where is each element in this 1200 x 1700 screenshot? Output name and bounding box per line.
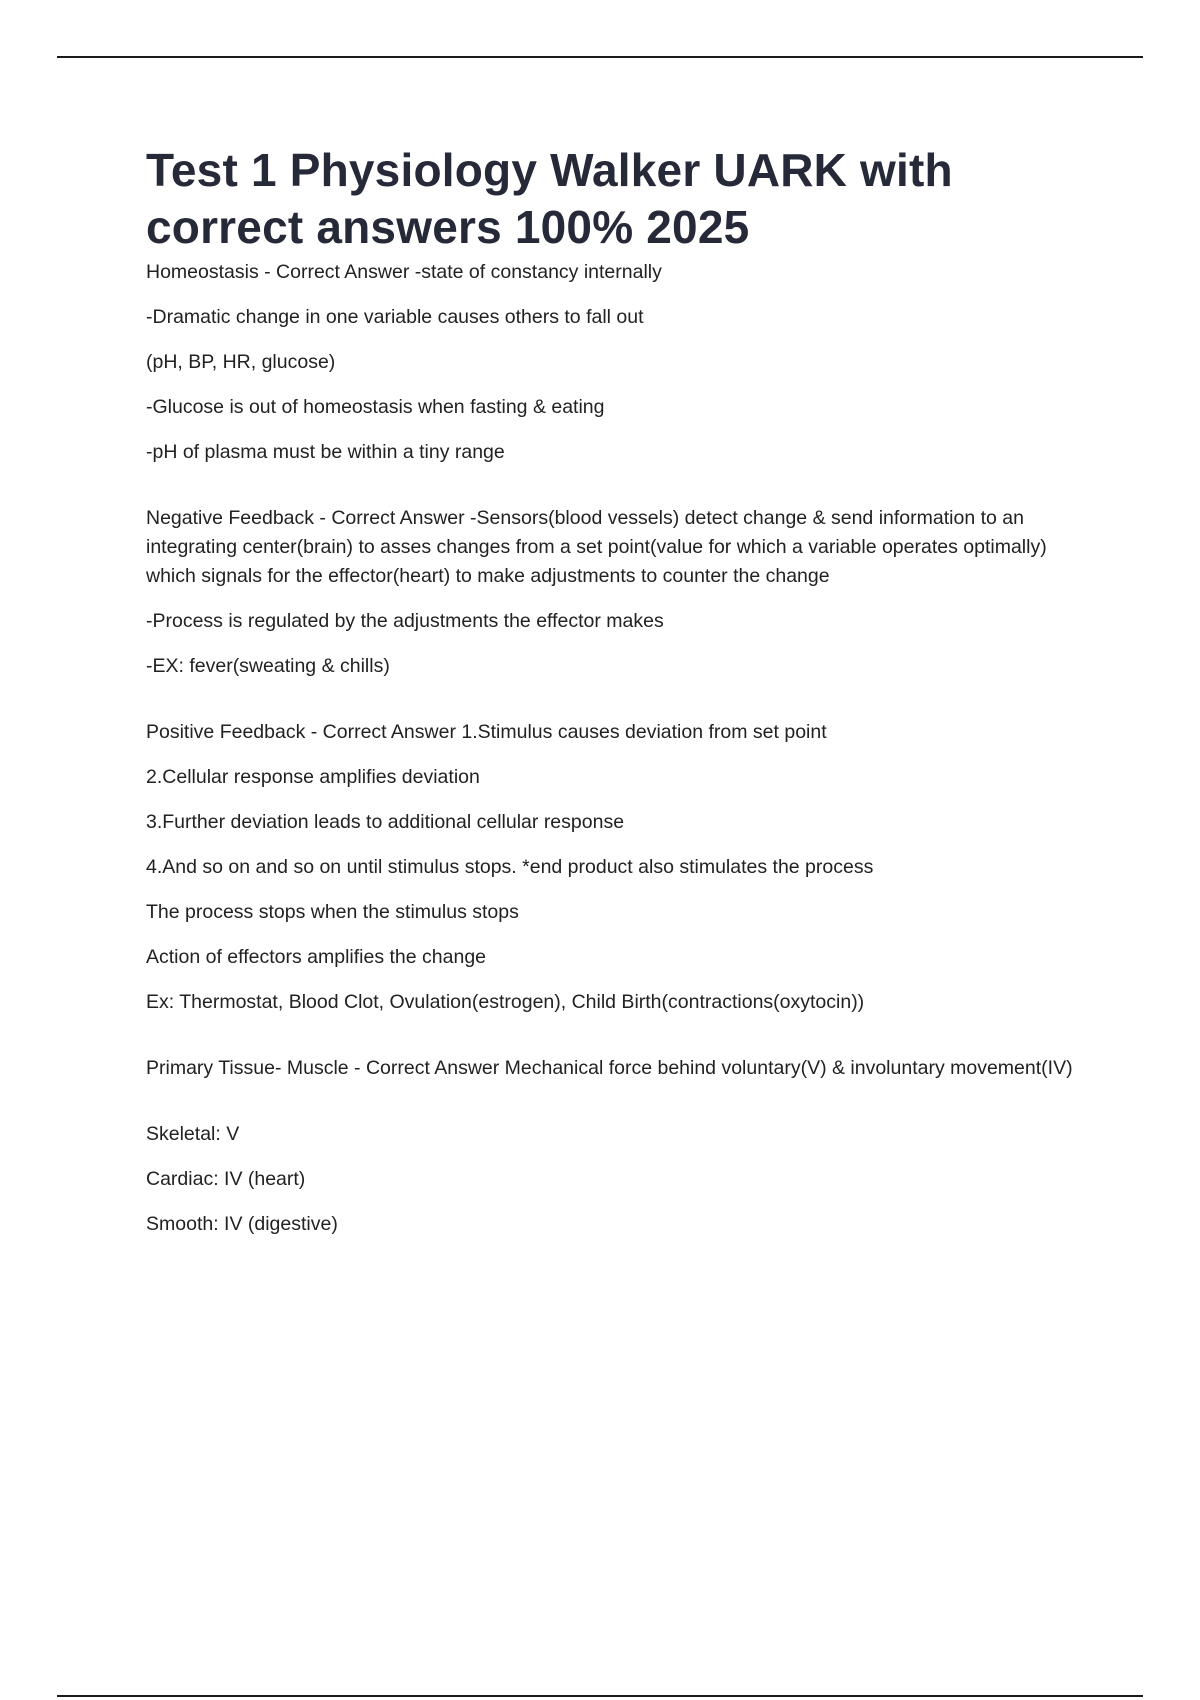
entry-line: The process stops when the stimulus stops <box>146 901 519 923</box>
entry-line: Negative Feedback - Correct Answer -Sensors(blood vessels) detect change & send information to an integrating center(brain) to asses changes from a set point(value for which a variable operates optimally) which signals for the effector(heart) to make adjustments to counter the change <box>146 507 1047 587</box>
entry-line: Ex: Thermostat, Blood Clot, Ovulation(estrogen), Child Birth(contractions(oxytocin)) <box>146 991 865 1013</box>
entry-line: Homeostasis - Correct Answer -state of constancy internally <box>146 261 662 283</box>
entry-line: 2.Cellular response amplifies deviation <box>146 766 480 788</box>
entry-line: 3.Further deviation leads to additional cellular response <box>146 811 625 833</box>
entry-line: Positive Feedback - Correct Answer 1.Stimulus causes deviation from set point <box>146 721 827 743</box>
entry-line: Primary Tissue- Muscle - Correct Answer Mechanical force behind voluntary(V) & involuntary movement(IV) <box>146 1057 1073 1079</box>
entry-line: Action of effectors amplifies the change <box>146 946 487 968</box>
entry-line: -Process is regulated by the adjustments the effector makes <box>146 610 664 632</box>
bottom-rule <box>57 1695 1143 1697</box>
document-title: Test 1 Physiology Walker UARK with correct answers 100% 2025 <box>146 144 953 253</box>
entry-line: (pH, BP, HR, glucose) <box>146 351 336 373</box>
entries-list <box>146 258 1086 1239</box>
entry-line: Skeletal: V <box>146 1123 240 1145</box>
entry-primary-tissue-muscle <box>146 1054 1086 1083</box>
entry-line: Smooth: IV (digestive) <box>146 1213 338 1235</box>
entry-line: -EX: fever(sweating & chills) <box>146 655 390 677</box>
entry-line: -pH of plasma must be within a tiny range <box>146 441 505 463</box>
entry-line: -Dramatic change in one variable causes others to fall out <box>146 306 644 328</box>
entry-negative-feedback <box>146 504 1086 681</box>
entry-homeostasis <box>146 258 1086 467</box>
entry-positive-feedback <box>146 718 1086 1017</box>
entry-line: 4.And so on and so on until stimulus stops. *end product also stimulates the process <box>146 856 874 878</box>
entry-line: Cardiac: IV (heart) <box>146 1168 306 1190</box>
entry-muscle-types <box>146 1120 1086 1239</box>
document-body <box>146 142 1086 1276</box>
top-rule <box>57 56 1143 58</box>
entry-line: -Glucose is out of homeostasis when fasting & eating <box>146 396 605 418</box>
